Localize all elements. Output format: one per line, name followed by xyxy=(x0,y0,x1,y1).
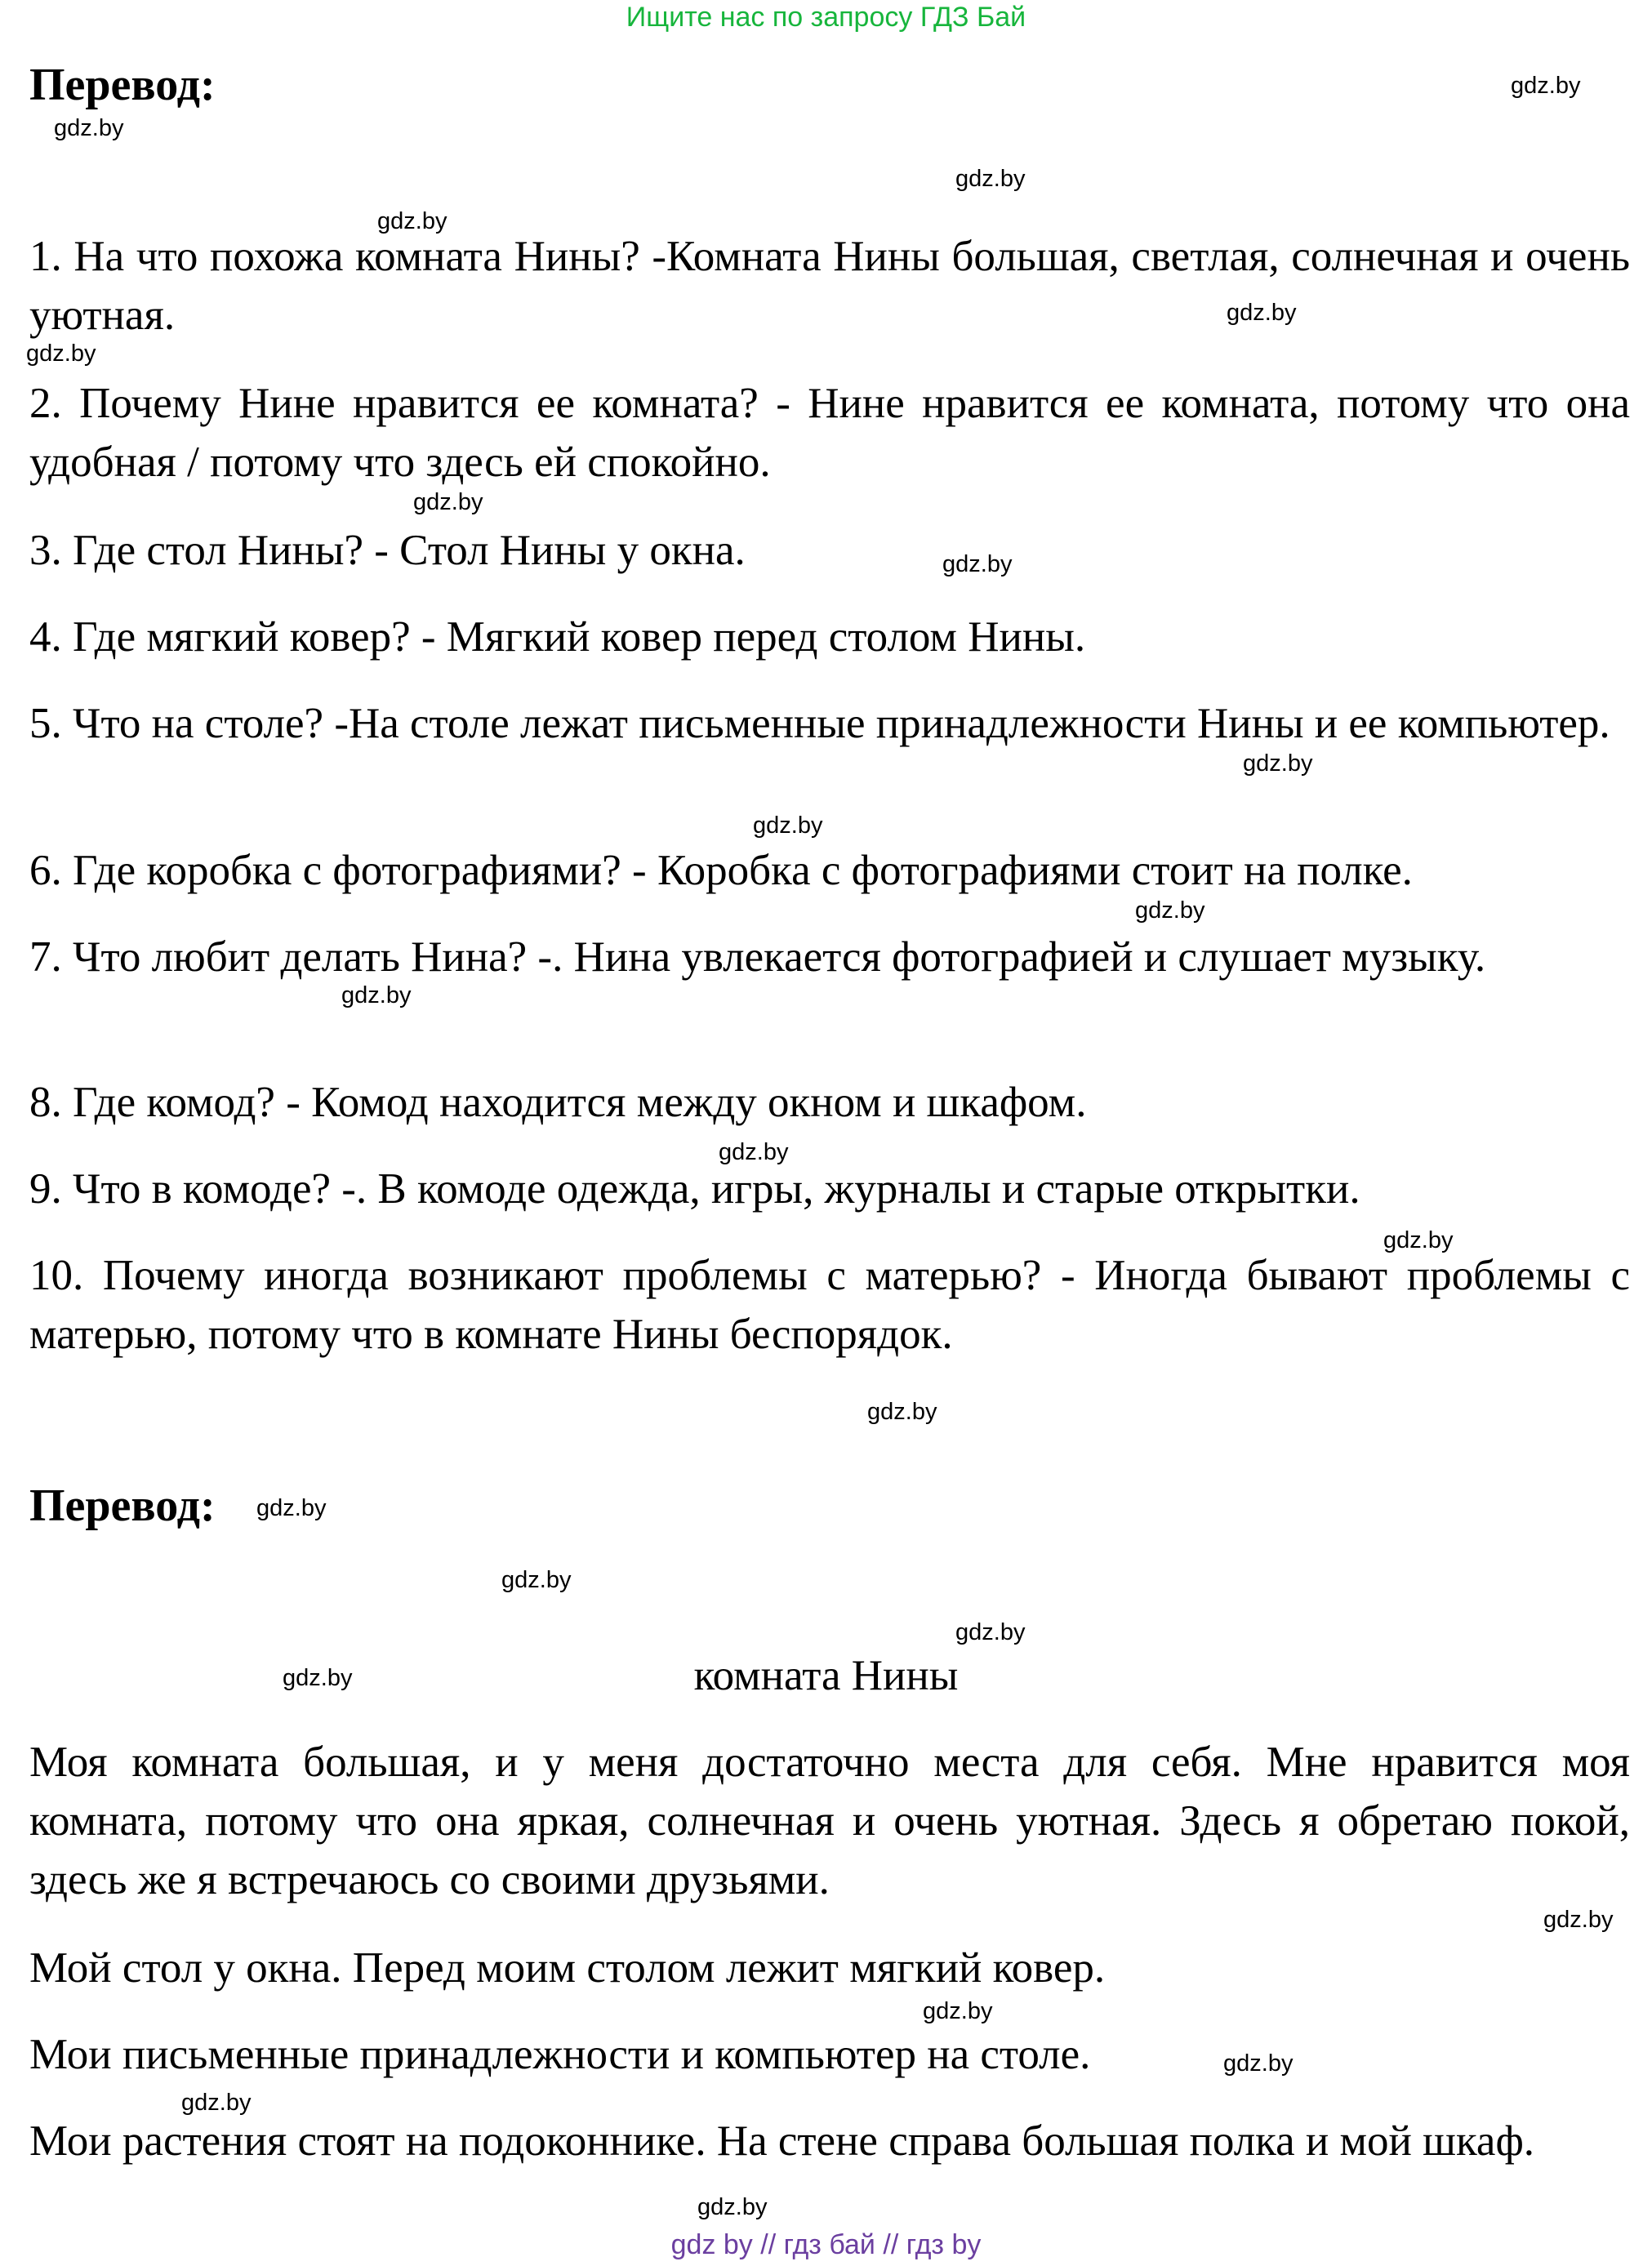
watermark: gdz.by xyxy=(1243,750,1313,777)
watermark: gdz.by xyxy=(501,1567,572,1593)
watermark: gdz.by xyxy=(923,1998,993,2024)
watermark: gdz.by xyxy=(955,1619,1026,1645)
watermark: gdz.by xyxy=(697,2194,768,2220)
watermark: gdz.by xyxy=(719,1139,789,1165)
text-paragraph-2: Мой стол у окна. Перед моим столом лежит мягкий ковер. xyxy=(29,1944,1106,1992)
footer-links: gdz by // гдз бай // гдз by xyxy=(670,2229,982,2260)
watermark: gdz.by xyxy=(1227,300,1297,326)
answer-item-8: 8. Где комод? - Комод находится между окном и шкафом. xyxy=(29,1079,1087,1126)
text-paragraph-1: Моя комната большая, и у меня достаточно места для себя. Мне нравится моя комната, потому что она яркая, солнечная и очень уютная. Здесь я обретаю покой, здесь же я встречаюсь со своими друзьями. xyxy=(29,1738,1630,1903)
watermark: gdz.by xyxy=(54,115,124,141)
answer-item-10: 10. Почему иногда возникают проблемы с матерью? - Иногда бывают проблемы с матерью, потому что в комнате Нины беспорядок. xyxy=(29,1252,1630,1358)
answer-item-3: 3. Где стол Нины? - Стол Нины у окна. xyxy=(29,527,746,574)
watermark: gdz.by xyxy=(1383,1227,1454,1253)
watermark: gdz.by xyxy=(1543,1907,1614,1933)
text-paragraph-4: Мои растения стоят на подоконнике. На стене справа большая полка и мой шкаф. xyxy=(29,2117,1535,2165)
answer-item-7: 7. Что любит делать Нина? -. Нина увлекается фотографией и слушает музыку. xyxy=(29,933,1486,981)
watermark: gdz.by xyxy=(181,2090,252,2116)
watermark: gdz.by xyxy=(283,1665,353,1691)
watermark: gdz.by xyxy=(1135,897,1205,924)
answer-item-9: 9. Что в комоде? -. В комоде одежда, игры, журналы и старые открытки. xyxy=(29,1165,1360,1213)
watermark: gdz.by xyxy=(341,982,412,1008)
top-banner: Ищите нас по запросу ГДЗ Бай xyxy=(626,2,1026,33)
text-title: комната Нины xyxy=(693,1652,959,1699)
answer-item-6: 6. Где коробка с фотографиями? - Коробка с фотографиями стоит на полке. xyxy=(29,847,1413,894)
watermark: gdz.by xyxy=(413,489,483,515)
watermark: gdz.by xyxy=(942,551,1013,577)
watermark: gdz.by xyxy=(26,341,96,367)
answer-item-4: 4. Где мягкий ковер? - Мягкий ковер перед столом Нины. xyxy=(29,613,1086,661)
answer-item-1: 1. На что похожа комната Нины? -Комната Нины большая, светлая, солнечная и очень уютная. xyxy=(29,233,1630,339)
section1-heading: Перевод: xyxy=(29,60,216,110)
answer-item-2: 2. Почему Нине нравится ее комната? - Нине нравится ее комната, потому что она удобная / потому что здесь ей спокойно. xyxy=(29,380,1630,486)
answer-item-5: 5. Что на столе? -На столе лежат письменные принадлежности Нины и ее компьютер. xyxy=(29,700,1610,747)
text-paragraph-3: Мои письменные принадлежности и компьютер на столе. xyxy=(29,2031,1091,2078)
watermark: gdz.by xyxy=(955,166,1026,192)
watermark: gdz.by xyxy=(867,1399,937,1425)
watermark: gdz.by xyxy=(377,208,448,234)
watermark: gdz.by xyxy=(1223,2050,1294,2077)
watermark: gdz.by xyxy=(1511,73,1581,99)
watermark: gdz.by xyxy=(753,812,823,839)
watermark: gdz.by xyxy=(256,1495,327,1521)
section2-heading: Перевод: xyxy=(29,1480,216,1531)
